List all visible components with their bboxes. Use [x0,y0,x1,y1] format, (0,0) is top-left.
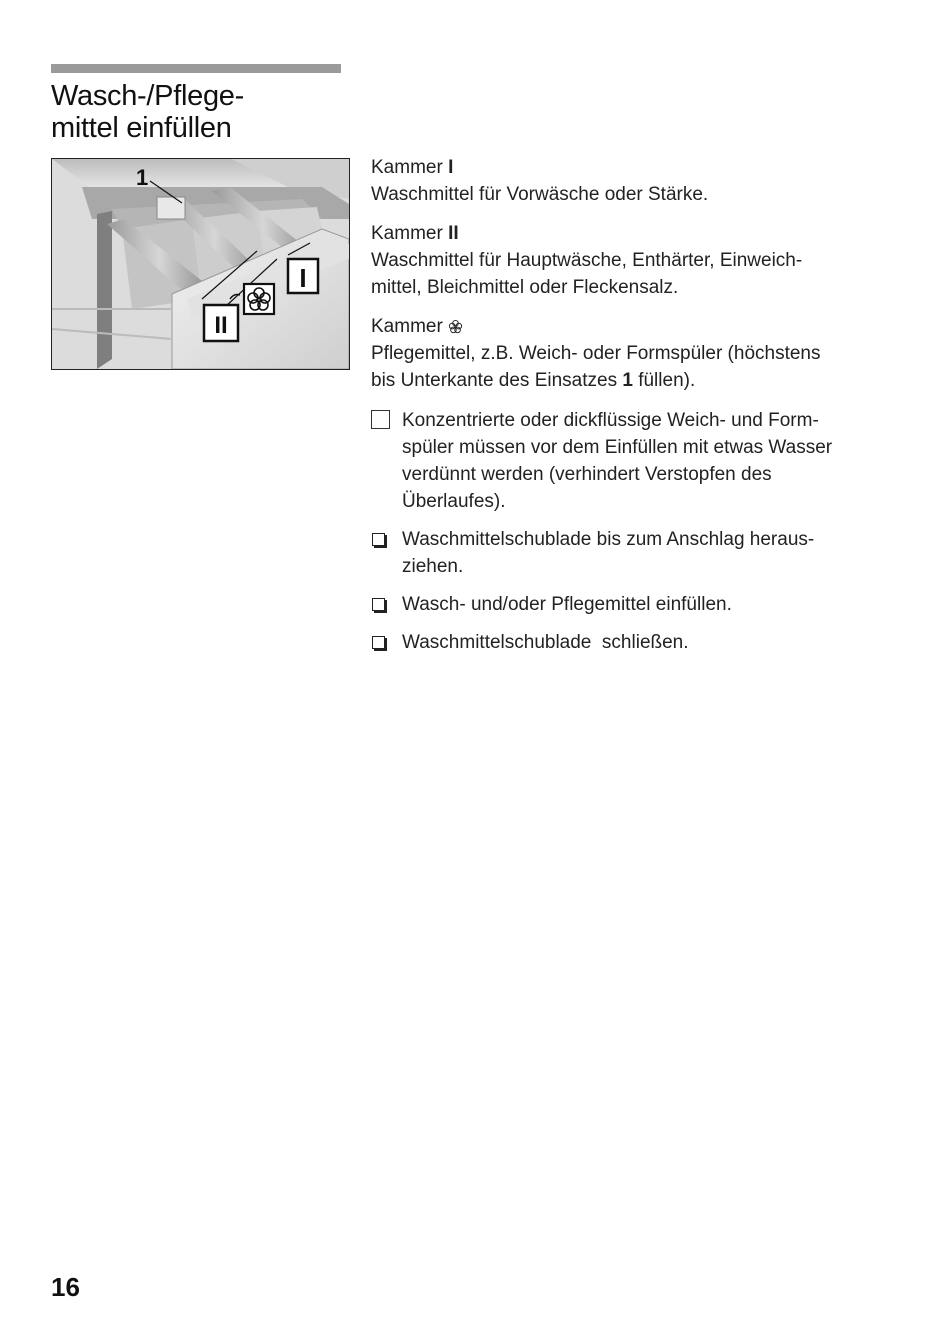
note-box-icon [371,410,390,429]
chamber-II-paragraph [371,220,911,301]
chamber-I-text: Waschmittel für Vorwäsche oder Stärke. [371,184,709,205]
detergent-drawer-illustration [51,158,350,370]
step-text: Waschmittelschublade schließen. [402,632,689,653]
chamber-label: Kammer [371,316,449,337]
chamber-softener-text-line2 [371,367,911,394]
title-line-1: Wasch-/Pflege- [51,80,244,112]
note-line: Konzentrierte oder dickflüssige Weich- und Form- [402,410,819,431]
text-segment: bis Unterkante des Einsatzes [371,370,623,391]
step-fill-detergent [371,591,911,618]
chamber-II-text-line2: mittel, Bleichmittel oder Fleckensalz. [371,277,679,298]
chamber-II-heading [371,220,911,247]
chamber-softener-heading [371,313,911,340]
checkbox-icon [372,636,385,649]
checkbox-icon [372,598,385,611]
chamber-I-heading [371,154,911,181]
chamber-II-text-line1: Waschmittel für Hauptwäsche, Enthärter, Einweich- [371,250,803,271]
flower-icon [448,319,463,334]
drawer-drawing [52,159,349,369]
note-line: verdünnt werden (verhindert Verstopfen des [402,464,772,485]
chamber-softener-paragraph [371,313,911,394]
note-line: spüler müssen vor dem Einfüllen mit etwas Wasser [402,437,833,458]
section-rule [51,64,341,73]
note-line: Überlaufes). [402,491,506,512]
step-text: ziehen. [402,556,464,577]
chamber-I-paragraph [371,154,911,208]
chamber-label: Kammer [371,157,449,178]
chamber-softener-text-line1: Pflegemittel, z.B. Weich- oder Formspüler (höchstens [371,343,821,364]
chamber-mark: II [448,223,459,244]
step-close-drawer [371,629,911,656]
callout-1: 1 [136,165,149,190]
page-title [51,80,351,144]
instructions-column [371,154,911,667]
chamber-mark: I [448,157,454,178]
note-block [371,407,911,515]
checkbox-icon [372,533,385,546]
title-line-2: mittel einfüllen [51,112,232,144]
step-text: Waschmittelschublade bis zum Anschlag heraus- [402,529,815,550]
label-chamber-I: I [299,263,307,293]
text-segment: füllen). [632,370,696,391]
flower-icon [244,284,274,314]
step-text: Wasch- und/oder Pflegemittel einfüllen. [402,594,732,615]
insert-reference: 1 [622,370,633,391]
label-chamber-II: II [214,312,228,339]
chamber-label: Kammer [371,223,449,244]
step-pull-out-drawer [371,526,911,580]
page-number: 16 [51,1272,80,1302]
